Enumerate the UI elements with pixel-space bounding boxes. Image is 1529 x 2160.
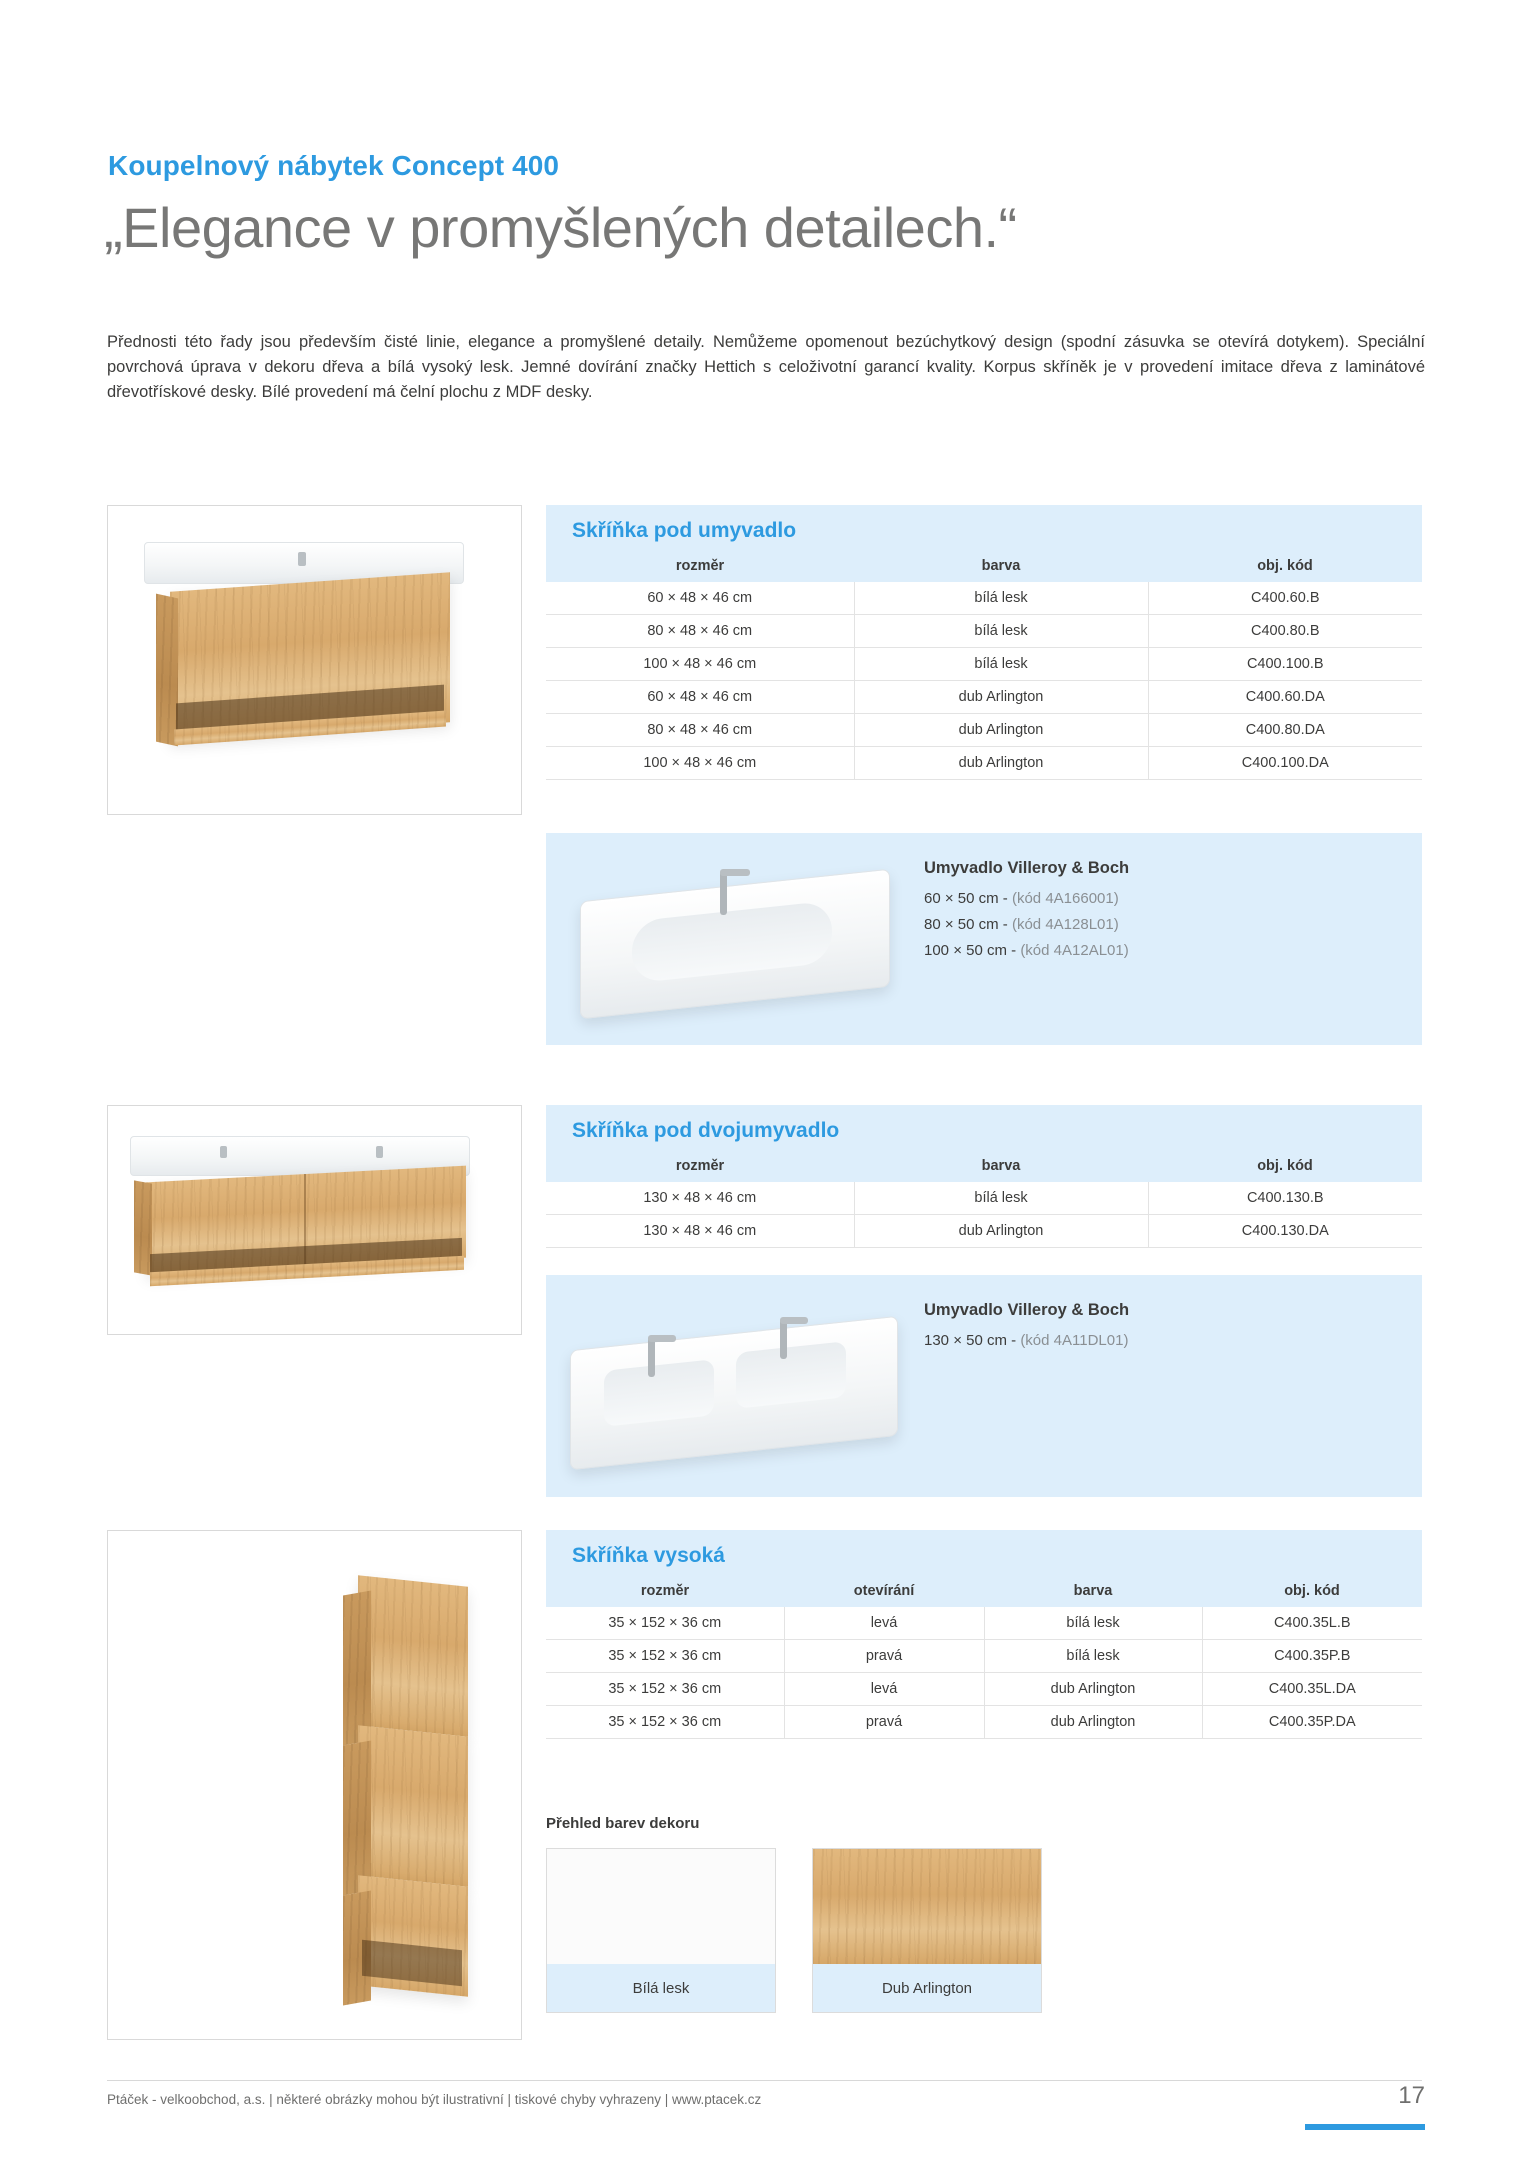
swatch-label: Dub Arlington: [813, 1964, 1041, 2012]
footer-divider: [107, 2080, 1422, 2081]
footer-accent-bar: [1305, 2124, 1425, 2130]
col-color: barva: [854, 550, 1148, 582]
tall-cabinet-mid-side-art: [343, 1741, 371, 1896]
sink-size: 130 × 50 cm -: [924, 1332, 1021, 1349]
cell-color: dub Arlington: [854, 714, 1148, 747]
table-header-row: [546, 1575, 1422, 1607]
footer-text: Ptáček - velkoobchod, a.s. | některé obrázky mohou být ilustrativní | tiskové chyby vyhrazeny | www.ptacek.cz: [107, 2092, 762, 2107]
sink-code: (kód 4A11DL01): [1020, 1332, 1129, 1349]
basin-bowl-right-art: [736, 1341, 846, 1409]
col-size: rozměr: [546, 550, 854, 582]
cell-code: C400.80.B: [1148, 615, 1422, 648]
cell-code: C400.35P.B: [1202, 1640, 1422, 1673]
table-row: [546, 648, 1422, 681]
section3-title: Skříňka vysoká: [572, 1544, 725, 1567]
cell-size: 100 × 48 × 46 cm: [546, 648, 854, 681]
col-opening: otevírání: [784, 1575, 984, 1607]
cell-size: 35 × 152 × 36 cm: [546, 1640, 784, 1673]
sink-size-line: [924, 1332, 1128, 1349]
faucet-spout-art: [720, 869, 750, 876]
basin-photo-double: [564, 1293, 914, 1483]
sink-size-line: [924, 890, 1129, 907]
cell-color: dub Arlington: [854, 1215, 1148, 1248]
cell-color: dub Arlington: [854, 747, 1148, 780]
section3-table: [546, 1575, 1422, 1739]
product-photo-vanity-single: [107, 505, 522, 815]
sink-code: (kód 4A166001): [1011, 890, 1119, 907]
cell-color: dub Arlington: [854, 681, 1148, 714]
col-size: rozměr: [546, 1575, 784, 1607]
section1-sink-title: Umyvadlo Villeroy & Boch: [924, 859, 1130, 877]
cell-code: C400.80.DA: [1148, 714, 1422, 747]
col-color: barva: [984, 1575, 1202, 1607]
table-row: [546, 714, 1422, 747]
faucet-art: [220, 1146, 227, 1158]
cell-color: bílá lesk: [984, 1640, 1202, 1673]
product-photo-tall-cabinet: [107, 1530, 522, 2040]
faucet-spout-art: [780, 1317, 808, 1324]
intro-paragraph: Přednosti této řady jsou především čisté linie, elegance a promyšlené detaily. Nemůžeme opomenout bezúchytkový design (spodní zásuvka se otevírá dotykem). Speciální povrchová úprava v dekoru dřeva a bílá vysoký lesk. Jemné dovírání značky Hettich s celoživotní garancí kvality. Korpus skříněk je v provedení imitace dřeva z laminátové dřevotřískové desky. Bílé provedení má čelní plochu z MDF desky.: [107, 333, 1425, 401]
cell-color: bílá lesk: [854, 582, 1148, 615]
table-row: [546, 582, 1422, 615]
swatch-fill: [813, 1849, 1041, 1964]
sink-size-line: [924, 942, 1129, 959]
col-size: rozměr: [546, 1150, 854, 1182]
table-row: [546, 615, 1422, 648]
cell-code: C400.35L.DA: [1202, 1673, 1422, 1706]
table-row: [546, 747, 1422, 780]
cell-size: 60 × 48 × 46 cm: [546, 681, 854, 714]
tall-cabinet-mid-art: [358, 1725, 468, 1887]
cell-size: 35 × 152 × 36 cm: [546, 1673, 784, 1706]
swatch-fill: [547, 1849, 775, 1964]
cell-code: C400.35L.B: [1202, 1607, 1422, 1640]
basin-bowl-left-art: [604, 1359, 714, 1427]
page-title: „Elegance v promyšlených detailech.“: [104, 196, 1017, 259]
cell-size: 60 × 48 × 46 cm: [546, 582, 854, 615]
cell-size: 35 × 152 × 36 cm: [546, 1607, 784, 1640]
page-number: 17: [1398, 2082, 1425, 2109]
cell-size: 100 × 48 × 46 cm: [546, 747, 854, 780]
swatches-title: Přehled barev dekoru: [546, 1815, 700, 1832]
cell-code: C400.130.B: [1148, 1182, 1422, 1215]
cell-size: 80 × 48 × 46 cm: [546, 615, 854, 648]
cell-opening: levá: [784, 1673, 984, 1706]
cell-code: C400.35P.DA: [1202, 1706, 1422, 1739]
col-code: obj. kód: [1148, 1150, 1422, 1182]
section1-title: Skříňka pod umyvadlo: [572, 519, 797, 542]
cabinet-side-art: [156, 594, 178, 747]
table-row: [546, 1673, 1422, 1706]
sink-size: 80 × 50 cm -: [924, 916, 1012, 933]
col-code: obj. kód: [1148, 550, 1422, 582]
basin-photo-single: [570, 849, 900, 1029]
section2-sink-title: Umyvadlo Villeroy & Boch: [924, 1301, 1130, 1319]
table-header-row: [546, 1150, 1422, 1182]
section2-sink-panel: [546, 1275, 1422, 1497]
tall-cabinet-top-side-art: [343, 1591, 371, 1746]
section1-table: [546, 550, 1422, 780]
cell-color: bílá lesk: [854, 648, 1148, 681]
faucet-art: [376, 1146, 383, 1158]
cell-code: C400.130.DA: [1148, 1215, 1422, 1248]
cell-opening: pravá: [784, 1706, 984, 1739]
swatch-oak-arlington: [812, 1848, 1042, 2013]
cell-size: 80 × 48 × 46 cm: [546, 714, 854, 747]
table-row: [546, 1182, 1422, 1215]
cell-size: 130 × 48 × 46 cm: [546, 1182, 854, 1215]
faucet-art: [648, 1337, 655, 1377]
section2-table: [546, 1150, 1422, 1248]
sink-size: 60 × 50 cm -: [924, 890, 1012, 907]
sink-size-line: [924, 916, 1129, 933]
cell-code: C400.60.DA: [1148, 681, 1422, 714]
cell-code: C400.100.DA: [1148, 747, 1422, 780]
product-photo-vanity-double: [107, 1105, 522, 1335]
table-row: [546, 1215, 1422, 1248]
sink-code: (kód 4A128L01): [1011, 916, 1119, 933]
cell-code: C400.60.B: [1148, 582, 1422, 615]
cell-color: bílá lesk: [854, 615, 1148, 648]
cell-color: dub Arlington: [984, 1706, 1202, 1739]
cell-opening: pravá: [784, 1640, 984, 1673]
table-row: [546, 1706, 1422, 1739]
cell-opening: levá: [784, 1607, 984, 1640]
section2-title: Skříňka pod dvojumyvadlo: [572, 1119, 840, 1142]
sink-size: 100 × 50 cm -: [924, 942, 1021, 959]
sink-code: (kód 4A12AL01): [1020, 942, 1129, 959]
cell-code: C400.100.B: [1148, 648, 1422, 681]
tall-cabinet-top-art: [358, 1575, 468, 1737]
table-row: [546, 1607, 1422, 1640]
cell-color: dub Arlington: [984, 1673, 1202, 1706]
page-kicker: Koupelnový nábytek Concept 400: [108, 150, 560, 181]
table-header-row: [546, 550, 1422, 582]
cell-color: bílá lesk: [984, 1607, 1202, 1640]
cell-size: 130 × 48 × 46 cm: [546, 1215, 854, 1248]
cell-size: 35 × 152 × 36 cm: [546, 1706, 784, 1739]
cell-color: bílá lesk: [854, 1182, 1148, 1215]
faucet-spout-art: [648, 1335, 676, 1342]
table-row: [546, 681, 1422, 714]
section1-sink-panel: [546, 833, 1422, 1045]
faucet-art: [298, 552, 306, 566]
col-code: obj. kód: [1202, 1575, 1422, 1607]
table-row: [546, 1640, 1422, 1673]
faucet-art: [720, 871, 727, 915]
swatch-white-gloss: [546, 1848, 776, 2013]
faucet-art: [780, 1319, 787, 1359]
col-color: barva: [854, 1150, 1148, 1182]
swatch-label: Bílá lesk: [547, 1964, 775, 2012]
